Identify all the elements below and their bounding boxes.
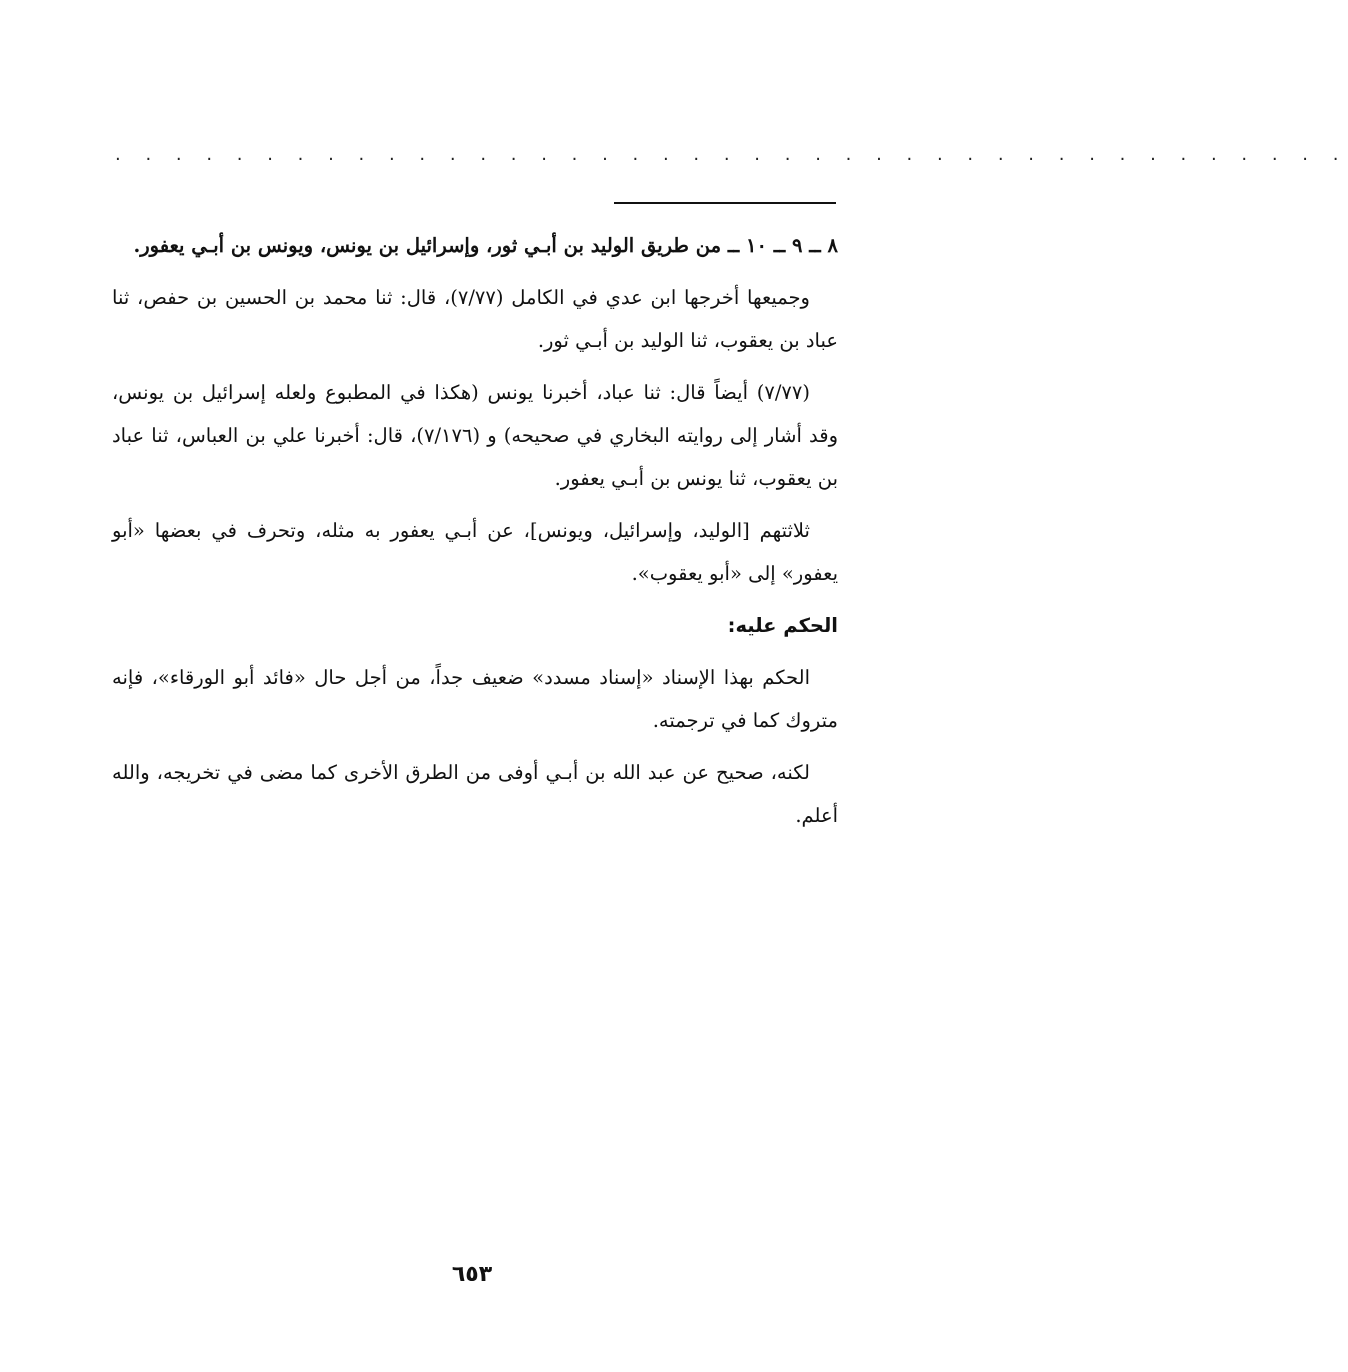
paragraph-three-narrators: ثلاثتهم [الوليد، وإسرائيل، ويونس]، عن أبـي يعفور به مثله، وتحرف في بعضها «أبو يعفور» إلى «أبو يعقوب». (112, 519, 838, 585)
section-rule (614, 202, 836, 204)
main-text (112, 224, 838, 846)
paragraph-conclusion: لكنه، صحيح عن عبد الله بن أبـي أوفى من الطرق الأخرى كما مضى في تخريجه، والله أعلم. (112, 761, 838, 827)
paragraph-ibn-adi: وجميعها أخرجها ابن عدي في الكامل (٧/٧٧)، قال: ثنا محمد بن الحسين بن حفص، ثنا عباد بن يعقوب، ثنا الوليد بن أبـي ثور. (112, 286, 838, 352)
dotted-separator: . . . . . . . . . . . . . . . . . . . . . . . . . . . . . . . . . . . . . . . . . (115, 144, 1348, 165)
paragraph-route: ٨ ــ ٩ ــ ١٠ ــ من طريق الوليد بن أبـي ثور، وإسرائيل بن يونس، ويونس بن أبـي يعفور. (133, 234, 838, 257)
paragraph-ruling: الحكم بهذا الإسناد «إسناد مسدد» ضعيف جداً، من أجل حال «فائد أبو الورقاء»، فإنه متروك كما في ترجمته. (112, 666, 838, 732)
ruling-heading: الحكم عليه: (727, 614, 838, 637)
paragraph-also: (٧/٧٧) أيضاً قال: ثنا عباد، أخبرنا يونس (هكذا في المطبوع ولعله إسرائيل بن يونس، وقد أشار إلى روايته البخاري في صحيحه) و (٧/١٧٦)، قال: أخبرنا علي بن العباس، ثنا عباد بن يعقوب، ثنا يونس بن أبـي يعفور. (112, 381, 838, 490)
page-number: ٦٥٣ (451, 1262, 493, 1287)
